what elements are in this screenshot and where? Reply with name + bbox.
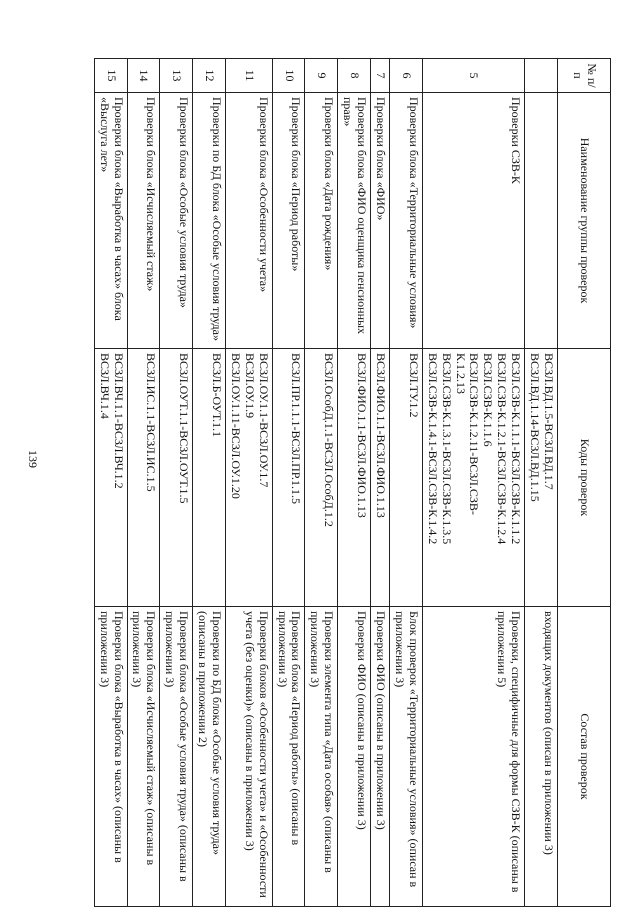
check-code: ВСЗЛ.СЗВ-К.1.1.6 <box>481 353 496 447</box>
table-row <box>193 59 226 907</box>
header-codes: Коды проверок <box>558 349 611 607</box>
table-row <box>272 59 305 907</box>
check-group-name: Проверки блока «ФИО» <box>371 93 390 349</box>
check-composition: Проверки блоков «Особенности учета» и «Особенности учета (без оценки)» (описаны в приложении 3) <box>225 607 272 907</box>
table-row <box>94 59 127 907</box>
table-row <box>422 59 524 907</box>
row-number: 15 <box>94 59 127 93</box>
header-num: № п/п <box>558 59 611 93</box>
check-code: ВСЗЛ.СЗВ-К.1.4.1-ВСЗЛ.СЗВ-К.1.4.2 <box>425 353 440 545</box>
check-codes <box>225 349 272 607</box>
check-group-name: Проверки СЗВ-К <box>422 93 524 349</box>
check-code: ВСЗЛ.ИС.1.1-ВСЗЛ.ИС.1.5 <box>144 353 159 492</box>
check-code: ВСЗЛ.СЗВ-К.1.2.11-ВСЗЛ.СЗВ- <box>467 353 482 515</box>
check-code: К.1.2.13 <box>453 353 468 395</box>
check-codes <box>525 349 558 607</box>
check-group-name: Проверки блока «ФИО оценщика пенсионных прав» <box>338 93 371 349</box>
check-code: ВСЗЛ.ОсобД.1.1-ВСЗЛ.ОсобД.1.2 <box>322 353 337 527</box>
check-code: ВСЗЛ.ФИО.1.1-ВСЗЛ.ФИО.1.13 <box>374 353 389 518</box>
row-number: 8 <box>338 59 371 93</box>
check-group-name: Проверки блока «Выработка в часах» блока «Выслуга лет» <box>94 93 127 349</box>
row-number: 7 <box>371 59 390 93</box>
check-code: ВСЗЛ.ОУТ.1.1-ВСЗЛ.ОУТ.1.5 <box>177 353 192 504</box>
row-number <box>525 59 558 93</box>
check-codes <box>127 349 160 607</box>
check-group-name: Проверки блока «Дата рождения» <box>305 93 338 349</box>
check-group-name: Проверки по БД блока «Особые условия труда» <box>193 93 226 349</box>
row-number: 10 <box>272 59 305 93</box>
check-composition: Проверки ФИО (описаны в приложении 3) <box>338 607 371 907</box>
table-row <box>371 59 390 907</box>
table-row <box>225 59 272 907</box>
check-composition: Проверки блока «Особые условия труда» (описаны в приложении 3) <box>160 607 193 907</box>
check-codes <box>338 349 371 607</box>
check-code: ВСЗЛ.ВЧ.1.4 <box>97 353 112 419</box>
check-composition: Проверки элемента типа «Дата особая» (описаны в приложении 3) <box>305 607 338 907</box>
table-row <box>160 59 193 907</box>
check-group-name: Проверки блока «Территориальные условия» <box>390 93 423 349</box>
check-codes <box>390 349 423 607</box>
table-row <box>390 59 423 907</box>
check-composition: Проверки, специфичные для формы СЗВ-К (описаны в приложении 5) <box>422 607 524 907</box>
check-codes <box>193 349 226 607</box>
check-group-name <box>525 93 558 349</box>
table-header-row <box>558 59 611 907</box>
row-number: 14 <box>127 59 160 93</box>
row-number: 11 <box>225 59 272 93</box>
check-group-name: Проверки блока «Особенности учета» <box>225 93 272 349</box>
page-number: 139 <box>26 450 40 468</box>
header-composition: Состав проверок <box>558 607 611 907</box>
check-codes <box>94 349 127 607</box>
check-code: ВСЗЛ.ОУ.1.1-ВСЗЛ.ОУ.1.7 <box>256 353 271 488</box>
check-codes <box>272 349 305 607</box>
check-composition: Проверки блока «Исчисляемый стаж» (описаны в приложении 3) <box>127 607 160 907</box>
row-number: 12 <box>193 59 226 93</box>
check-group-name: Проверки блока «Исчисляемый стаж» <box>127 93 160 349</box>
check-code: ВСЗЛ.СЗВ-К.1.2.1-ВСЗЛ.СЗВ-К.1.2.4 <box>495 353 510 545</box>
check-code: ВСЗЛ.ФИО.1.1-ВСЗЛ.ФИО.1.13 <box>355 353 370 518</box>
row-number: 13 <box>160 59 193 93</box>
check-code: ВСЗЛ.ОУ.1.9 <box>242 353 257 419</box>
check-composition: Блок проверок «Территориальные условия» (описан в приложении 3) <box>390 607 423 907</box>
row-number: 6 <box>390 59 423 93</box>
check-composition: Проверки по БД блока «Особые условия труда» (описаны в приложении 2) <box>193 607 226 907</box>
check-group-name: Проверки блока «Период работы» <box>272 93 305 349</box>
check-composition: входящих документов (описан в приложении 3) <box>525 607 558 907</box>
check-code: ВСЗЛ.Б-ОУТ.1.1 <box>209 353 224 438</box>
check-composition: Проверки ФИО (описаны в приложении 3) <box>371 607 390 907</box>
table-row <box>338 59 371 907</box>
check-codes <box>160 349 193 607</box>
table-row <box>127 59 160 907</box>
check-composition: Проверки блока «Выработка в часах» (описаны в приложении 3) <box>94 607 127 907</box>
check-code: ВСЗЛ.ВД.1.5-ВСЗЛ.ВД.1.7 <box>542 353 556 490</box>
check-code: ВСЗЛ.ТУ.1.2 <box>406 353 421 418</box>
check-code: ВСЗЛ.ВД.1.14-ВСЗЛ.ВД.1.15 <box>528 353 543 502</box>
table-row <box>525 59 558 907</box>
table-body <box>94 59 557 907</box>
check-code: ВСЗЛ.ОУ.1.11-ВСЗЛ.ОУ.1.20 <box>228 353 243 499</box>
check-composition: Проверки блока «Период работы» (описаны в приложении 3) <box>272 607 305 907</box>
check-codes <box>305 349 338 607</box>
header-group-name: Наименование группы проверок <box>558 93 611 349</box>
check-code: ВСЗЛ.СЗВ-К.1.3.1-ВСЗЛ.СЗВ-К.1.3.5 <box>439 353 454 545</box>
row-number: 5 <box>422 59 524 93</box>
row-number: 9 <box>305 59 338 93</box>
check-codes <box>422 349 524 607</box>
checks-table <box>94 58 611 907</box>
check-code: ВСЗЛ.ПР.1.1.1-ВСЗЛ.ПР.1.1.5 <box>289 353 304 504</box>
table-row <box>305 59 338 907</box>
check-group-name: Проверки блока «Особые условия труда» <box>160 93 193 349</box>
check-code: ВСЗЛ.ВЧ.1.1-ВСЗЛ.ВЧ.1.2 <box>111 353 126 489</box>
check-code: ВСЗЛ.СЗВ-К.1.1.1-ВСЗЛ.СЗВ-К.1.1.2 <box>509 353 524 545</box>
check-codes <box>371 349 390 607</box>
rotated-page <box>94 58 611 906</box>
